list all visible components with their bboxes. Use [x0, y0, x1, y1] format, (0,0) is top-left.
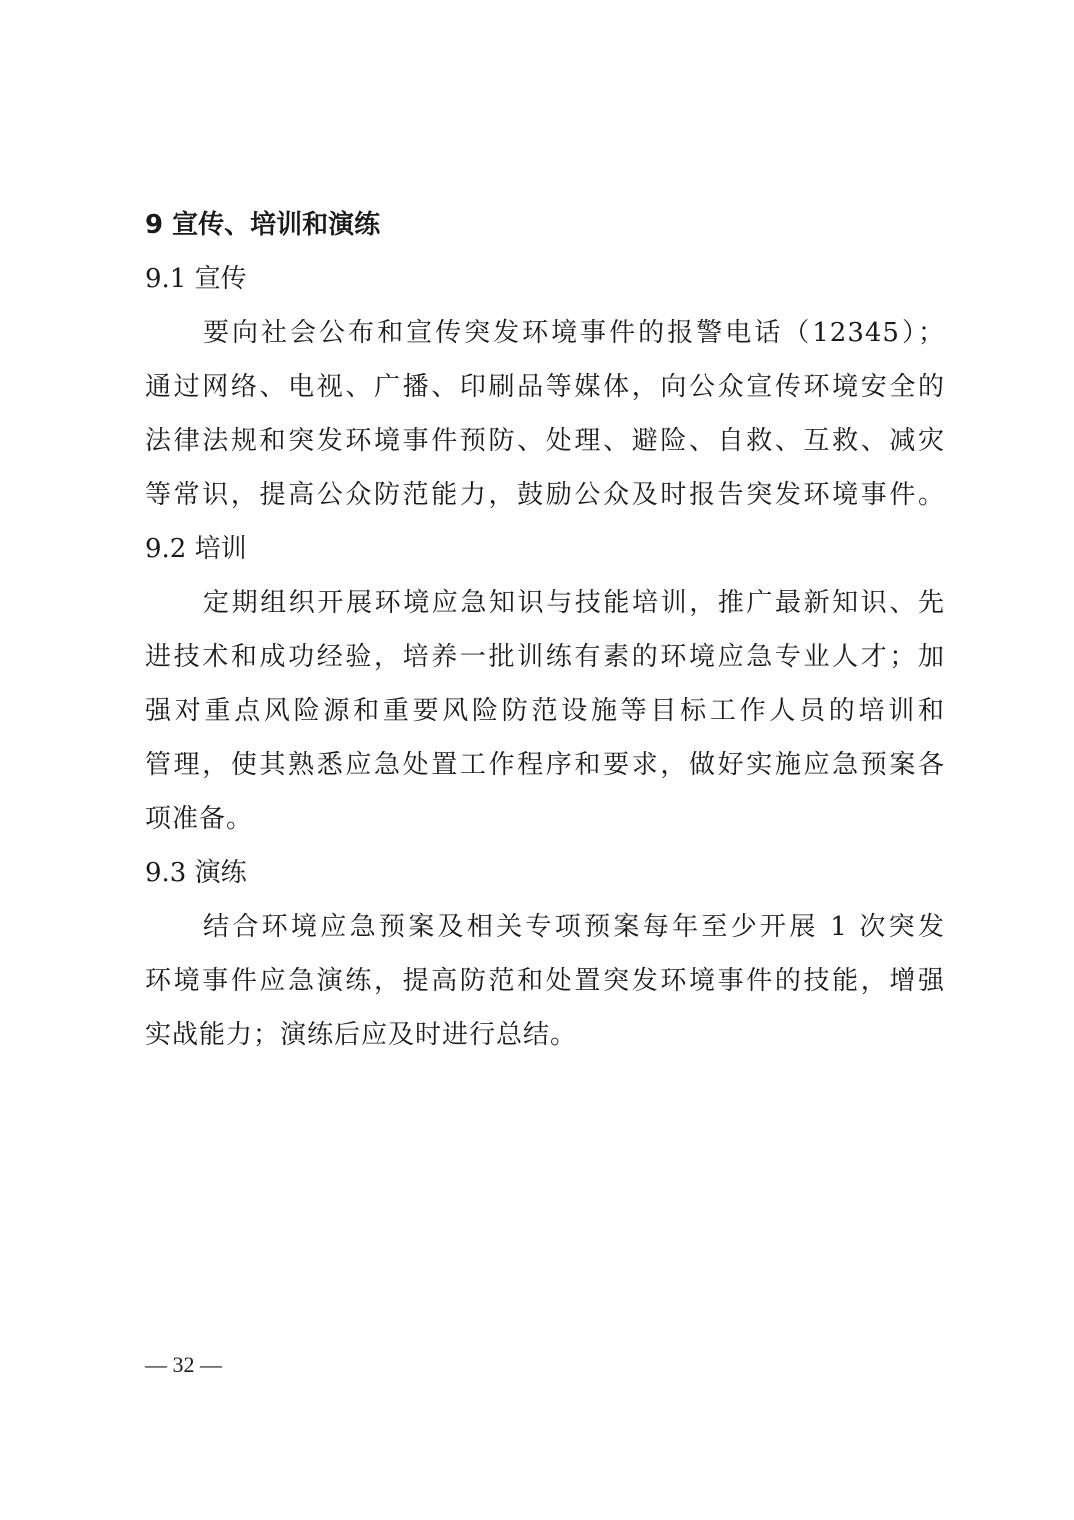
paragraph-training: [145, 576, 945, 846]
document-body: [145, 198, 945, 1062]
paragraph-line: 实战能力；演练后应及时进行总结。: [145, 1020, 578, 1050]
paragraph-line: 结合环境应急预案及相关专项预案每年至少开展 1 次突发: [203, 912, 945, 942]
paragraph-line: 通过网络、电视、广播、印刷品等媒体，向公众宣传环境安全的: [145, 372, 945, 402]
subsection-heading-training: 9.2 培训: [145, 534, 247, 564]
paragraph-publicity: [145, 306, 945, 522]
paragraph-line: 强对重点风险源和重要风险防范设施等目标工作人员的培训和: [145, 696, 945, 726]
paragraph-line: 等常识，提高公众防范能力，鼓励公众及时报告突发环境事件。: [145, 480, 945, 510]
subsection-heading-drills: 9.3 演练: [145, 858, 247, 888]
paragraph-line: 法律法规和突发环境事件预防、处理、避险、自救、互救、减灾: [145, 426, 945, 456]
page-number: — 32 —: [145, 1352, 222, 1377]
paragraph-line: 项准备。: [145, 804, 254, 834]
paragraph-line: 环境事件应急演练，提高防范和处置突发环境事件的技能，增强: [145, 966, 945, 996]
subsection-heading-publicity: 9.1 宣传: [145, 264, 247, 294]
paragraph-line: 定期组织开展环境应急知识与技能培训，推广最新知识、先: [203, 588, 945, 618]
paragraph-line: 进技术和成功经验，培养一批训练有素的环境应急专业人才；加: [145, 642, 945, 672]
section-heading: 9 宣传、培训和演练: [145, 210, 381, 240]
paragraph-line: 要向社会公布和宣传突发环境事件的报警电话（12345）；: [203, 318, 945, 348]
paragraph-drills: [145, 900, 945, 1062]
paragraph-line: 管理，使其熟悉应急处置工作程序和要求，做好实施应急预案各: [145, 750, 945, 780]
